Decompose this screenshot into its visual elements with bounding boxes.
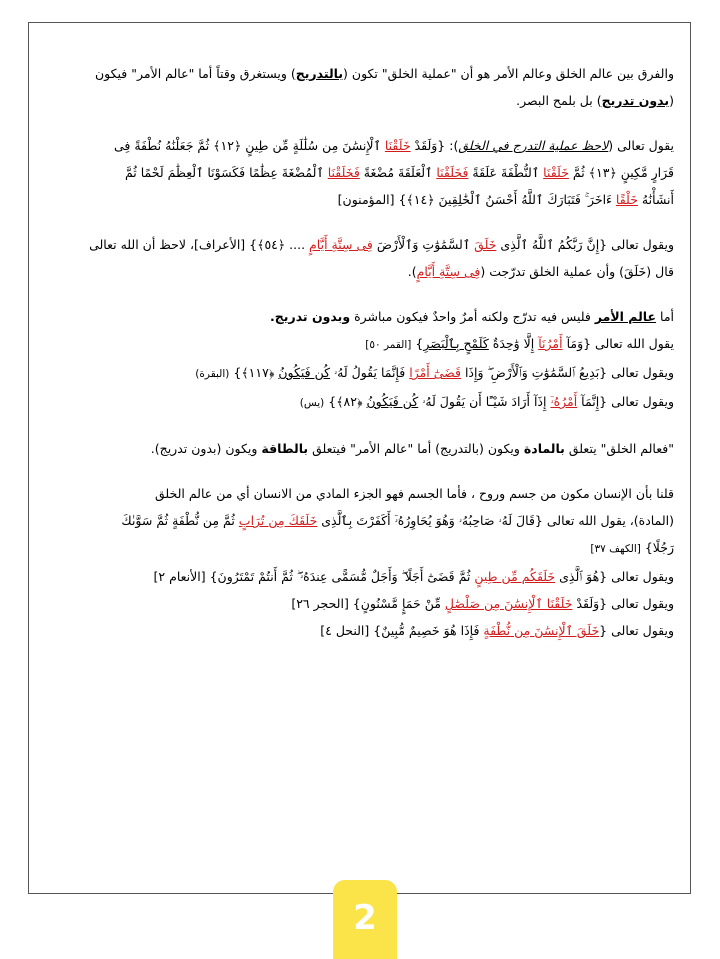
verse-hijr	[44, 590, 674, 617]
highlight-word: خَلَقَ	[474, 237, 497, 252]
highlight-word: أَمْرُنَآ	[538, 336, 563, 351]
text-run: قَرَارٍ مَّكِينٍ ﴿١٣﴾ ثُمَّ	[568, 165, 674, 180]
verse-yasin	[44, 388, 674, 417]
text-run: .... ﴿٥٤﴾} [الأعراف]، لاحظ أن الله تعالى	[89, 237, 310, 252]
text-run: إِلَّا وَٰحِدَةٌ	[488, 336, 539, 351]
verse-reference: (يس)	[299, 397, 325, 409]
text-run: قال (خَلَقَ) وأن عملية الخلق تدرّجت (	[480, 264, 674, 279]
text-run: ويكون (بالتدريج) أما "عالم الأمر" فيتعلق	[308, 441, 524, 456]
text-run: ثُمَّ قَضَىٰٓ أَجَلًا ۖ وَأَجَلٌ مُّسَمًّى عِندَهُۥ ۖ ثُمَّ أَنتُمْ تَمْتَرُونَ} [الأنعام ٢]	[153, 569, 475, 584]
verse-reference: [الكهف ٣٧]	[590, 543, 641, 555]
text-run: ويقول تعالى {وَلَقَدْ	[572, 596, 674, 611]
paragraph-mominun-line3	[44, 186, 674, 213]
highlight-word: خَلَقْنَا	[543, 165, 569, 180]
highlight-phrase: خَلَقَ ٱلْإِنسَٰنَ مِن نُّطْفَةٍ	[483, 623, 600, 638]
text-run: ٱلنُّطْفَةَ عَلَقَةً	[468, 165, 544, 180]
highlight-phrase: خَلَقَكَ مِن تُرَابٍ	[238, 513, 318, 528]
text-run: ).	[407, 264, 417, 279]
note-observe: لاحظ عملية التدرج في الخلق	[458, 138, 609, 153]
text-run: ويقول تعالى {	[599, 623, 674, 638]
verse-baqara	[44, 359, 674, 388]
text-run: ٱلسَّمَٰوَٰتِ وَٱلْأَرْضَ	[372, 237, 475, 252]
paragraph-mominun-verse	[44, 132, 674, 159]
text-run: مِّنْ حَمَإٍ مَّسْنُونٍ} [الحجر ٢٦]	[291, 596, 445, 611]
highlight-word: خَلَقْنَا	[384, 138, 411, 153]
text-run: ٱلْإِنسَٰنَ مِن سُلَٰلَةٍ مِّن طِينٍ ﴿١٢﴾ ثُمَّ جَعَلْنَٰهُ نُطْفَةً فِى	[113, 138, 385, 153]
verse-kahf-line2	[44, 534, 674, 563]
highlight-phrase: كَلَمْحٍ بِٱلْبَصَرِ	[423, 336, 489, 351]
highlight-phrase: خَلَقَكُم مِّن طِينٍ	[474, 569, 556, 584]
verse-qamar	[44, 330, 674, 359]
text-run: ): {وَلَقَدْ	[410, 138, 459, 153]
text-run: قلنا بأن الإنسان مكون من جسم وروح ، فأما الجسم فهو الجزء المادي من الانسان أي من عالم الخلق	[154, 486, 674, 501]
text-run: ٱلْعَلَقَةَ مُضْغَةً	[359, 165, 437, 180]
text-run: فليس فيه تدرّج ولكنه أمرٌ واحدٌ فيكون مباشرة	[350, 309, 595, 324]
text-run: أما	[656, 309, 674, 324]
text-run: ٱلْمُضْغَةَ عِظَٰمًا فَكَسَوْنَا ٱلْعِظَٰمَ لَحْمًا ثُمَّ	[124, 165, 328, 180]
page-number-badge	[333, 880, 397, 959]
emphasis-matter: بالمادة	[523, 441, 565, 456]
text-run: أَنشَأْنَٰهُ	[637, 192, 674, 207]
text-run: ثُمَّ مِن نُّطْفَةٍ ثُمَّ سَوَّىٰكَ	[121, 513, 239, 528]
text-run: ﴿١١٧﴾}	[229, 365, 279, 380]
verse-reference: [القمر ٥٠]	[365, 339, 412, 351]
text-run: ) بل بلمح البصر.	[516, 93, 602, 108]
text-run: ويقول تعالى {إِنَّمَآ	[577, 394, 674, 409]
text-run: (	[669, 93, 674, 108]
text-run: يقول تعالى (	[608, 138, 674, 153]
paragraph-world-of-command	[44, 303, 674, 330]
highlight-phrase: خَلَقْنَا ٱلْإِنسَٰنَ مِن صَلْصَٰلٍ	[444, 596, 573, 611]
paragraph-araf-verse	[44, 231, 674, 258]
text-run: ) ويستغرق وقتاً أما "عالم الأمر" فيكون	[95, 66, 296, 81]
text-run: ويقول تعالى {إِنَّ رَبَّكُمُ ٱللَّهُ ٱلَّذِى	[496, 237, 674, 252]
paragraph-body-soul	[44, 480, 674, 507]
highlight-phrase: كُن فَيَكُونُ	[366, 394, 419, 409]
paragraph-araf-line2	[44, 258, 674, 285]
emphasis-energy: بالطاقة	[261, 441, 309, 456]
text-run: (المادة)، يقول الله تعالى {قَالَ لَهُۥ صَاحِبُهُۥ وَهُوَ يُحَاوِرُهُۥٓ أَكَفَرْتَ بِٱلَّذِى	[317, 513, 674, 528]
text-run: ءَاخَرَ ۚ فَتَبَارَكَ ٱللَّهُ أَحْسَنُ ٱلْخَٰلِقِينَ ﴿١٤﴾} [المؤمنون]	[337, 192, 616, 207]
text-run: إِذَآ أَرَادَ شَيْـًٔا أَن يَقُولَ لَهُۥ	[418, 394, 551, 409]
verse-anam	[44, 563, 674, 590]
text-run: رَجُلًا}	[640, 540, 674, 555]
text-run: والفرق بين عالم الخلق وعالم الأمر هو أن "عملية الخلق" تكون (	[343, 66, 674, 81]
highlight-phrase: كُن فَيَكُونُ	[278, 365, 331, 380]
text-run: "فعالم الخلق" يتعلق	[564, 441, 674, 456]
verse-kahf	[44, 507, 674, 534]
emphasis-world-command: عالم الأمر	[594, 309, 657, 324]
text-run: فَإِذَا هُوَ خَصِيمٌ مُّبِينٌ} [النحل ٤]	[320, 623, 484, 638]
text-run: ﴿٨٢﴾}	[324, 394, 367, 409]
document-body	[44, 60, 674, 644]
highlight-word: فَخَلَقْنَا	[436, 165, 469, 180]
highlight-word: أَمْرُهُۥٓ	[550, 394, 578, 409]
verse-reference: (البقرة)	[195, 368, 230, 380]
highlight-phrase: قَضَىٰٓ أَمْرًا	[409, 365, 461, 380]
highlight-word: فَخَلَقْنَا	[327, 165, 360, 180]
emphasis-no-gradual: بدون تدريج	[601, 93, 670, 108]
text-run: ويقول تعالى {هُوَ ٱلَّذِى	[555, 569, 674, 584]
text-run: يقول الله تعالى {وَمَآ	[562, 336, 674, 351]
emphasis-no-gradual: وبدون تدريج.	[270, 309, 351, 324]
text-run: ويقول تعالى {بَدِيعُ ٱلسَّمَٰوَٰتِ وَٱلْأَرْضِ ۖ وَإِذَا	[460, 365, 674, 380]
page-number: 2	[353, 898, 377, 938]
paragraph-summary	[44, 435, 674, 462]
highlight-phrase: فِى سِتَّةِ أَيَّامٍ	[416, 264, 481, 279]
paragraph-mominun-line2	[44, 159, 674, 186]
paragraph-intro-line2	[44, 87, 674, 114]
text-run: فَإِنَّمَا يَقُولُ لَهُۥ	[330, 365, 410, 380]
verse-nahl	[44, 617, 674, 644]
highlight-phrase: فِى سِتَّةِ أَيَّامٍ	[309, 237, 373, 252]
text-run: ويكون (بدون تدريج).	[150, 441, 262, 456]
emphasis-gradual: بالتدريج	[295, 66, 344, 81]
paragraph-intro	[44, 60, 674, 87]
text-run: }	[411, 336, 424, 351]
highlight-word: خَلْقًا	[615, 192, 638, 207]
